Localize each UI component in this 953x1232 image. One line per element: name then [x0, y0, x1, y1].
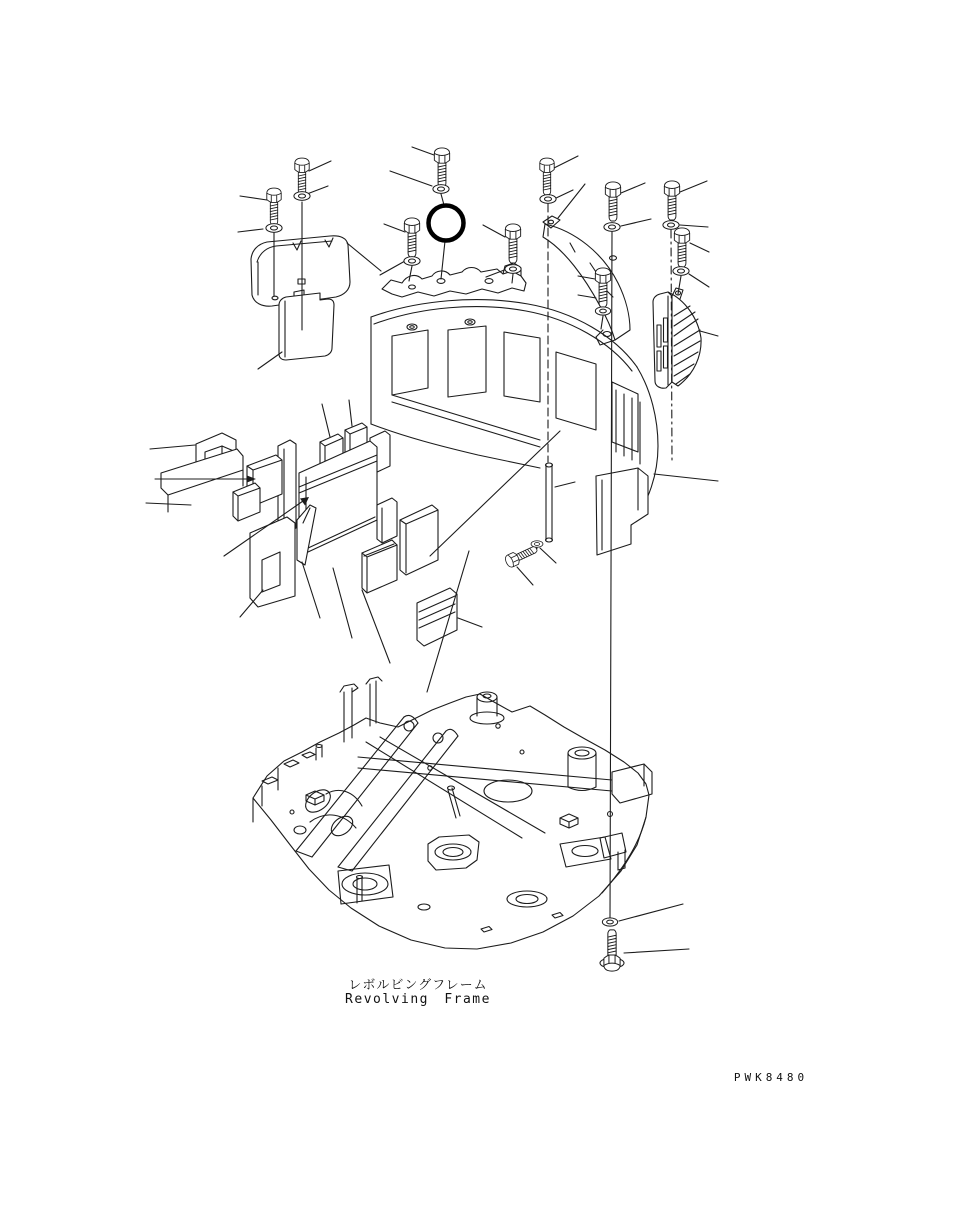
callout-number: 23 [436, 214, 456, 233]
arc-bracket [543, 216, 630, 345]
insulation-pad-cluster [161, 423, 457, 646]
part-caption-japanese: レボルビングフレーム [348, 978, 488, 993]
washer-icon [595, 307, 610, 315]
washer-icon [663, 221, 679, 230]
bolt-icon [605, 182, 620, 221]
mounting-strip-part-23 [382, 263, 526, 297]
bolt-icon [604, 930, 620, 971]
callout-balloon-23[interactable] [429, 206, 464, 241]
bolt-icon [267, 188, 281, 225]
washer-icon [673, 267, 689, 276]
bolt-icon [434, 148, 449, 187]
small-cover-panel [279, 293, 334, 360]
side-cover-grille [653, 288, 701, 388]
bolt-icon [295, 158, 309, 195]
washer-icon [266, 224, 282, 233]
washer-icon [433, 185, 449, 194]
bolt-icon [404, 218, 419, 257]
washer-icon [404, 257, 420, 266]
washer-icon [505, 265, 521, 274]
washer-icon [531, 541, 543, 547]
bolt-icon [540, 158, 554, 195]
washer-icon [602, 918, 617, 926]
bolt-icon [674, 228, 689, 267]
washer-icon [540, 195, 556, 204]
drawing-code: PWK8480 [733, 1071, 809, 1084]
part-caption-english: Revolving Frame [345, 992, 491, 1007]
spacer-rod [546, 463, 553, 542]
washer-icon [294, 192, 310, 201]
washer-icon [604, 223, 620, 232]
bolt-icon [505, 224, 520, 263]
revolving-frame-base [253, 677, 652, 949]
bolt-icon [664, 181, 679, 220]
